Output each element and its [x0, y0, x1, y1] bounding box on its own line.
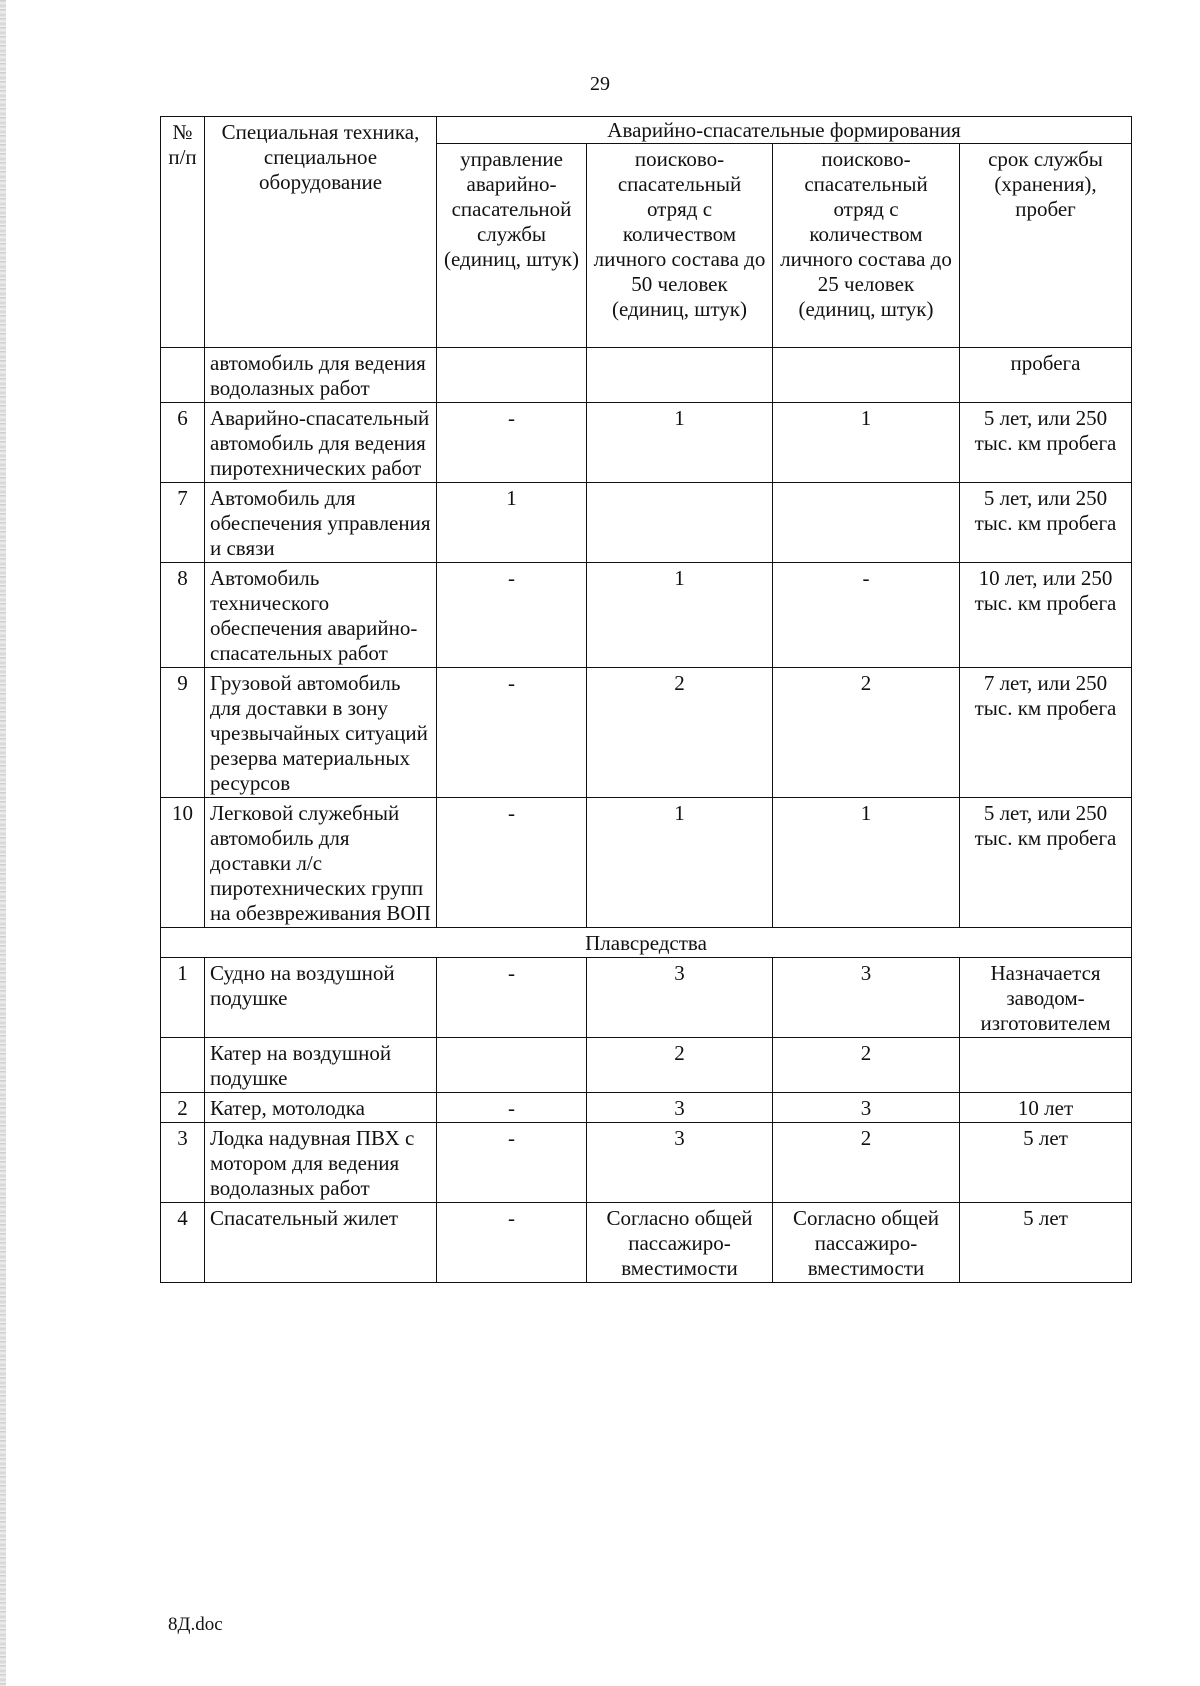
section-row: [161, 928, 1132, 958]
row-num: 3: [161, 1123, 205, 1203]
table-row: [161, 348, 1132, 403]
row-cell-3: [773, 348, 960, 403]
row-cell-4: 7 лет, или 250 тыс. км пробега: [960, 668, 1132, 798]
row-num: [161, 348, 205, 403]
row-cell-3: 1: [773, 403, 960, 483]
row-cell-3: 1: [773, 798, 960, 928]
row-cell-4: 5 лет, или 250 тыс. км пробега: [960, 798, 1132, 928]
row-num: [161, 1038, 205, 1093]
row-num: 9: [161, 668, 205, 798]
table-row: [161, 563, 1132, 668]
table-row: [161, 483, 1132, 563]
file-name-footer: 8Д.doc: [168, 1614, 223, 1635]
row-name: Аварийно-спасательный автомобиль для ведения пиротехнических работ: [205, 403, 437, 483]
row-cell-4: [960, 1038, 1132, 1093]
row-cell-1: -: [437, 1093, 587, 1123]
section-title: Плавсредства: [161, 928, 1132, 958]
row-cell-4: 10 лет, или 250 тыс. км пробега: [960, 563, 1132, 668]
scan-edge: [0, 0, 6, 1686]
row-cell-4: 5 лет: [960, 1123, 1132, 1203]
row-cell-1: [437, 1038, 587, 1093]
row-cell-2: 3: [587, 1123, 773, 1203]
row-name: Грузовой автомобиль для доставки в зону чрезвычайных ситуаций резерва материальных ресурсов: [205, 668, 437, 798]
table-row: [161, 1203, 1132, 1283]
row-name: Катер, мотолодка: [205, 1093, 437, 1123]
row-num: 1: [161, 958, 205, 1038]
table-row: [161, 958, 1132, 1038]
row-cell-1: 1: [437, 483, 587, 563]
header-col-3: поисково-спасательный отряд с количеством личного состава до 25 человек (единиц, штук): [773, 144, 960, 348]
row-cell-2: 1: [587, 403, 773, 483]
row-cell-3: 3: [773, 958, 960, 1038]
row-cell-4: Назначается заводом-изготовителем: [960, 958, 1132, 1038]
row-cell-4: 10 лет: [960, 1093, 1132, 1123]
row-num: 4: [161, 1203, 205, 1283]
row-cell-1: -: [437, 1123, 587, 1203]
row-name: Автомобиль технического обеспечения аварийно-спасательных работ: [205, 563, 437, 668]
header-name: Специальная техника, специальное оборудование: [205, 117, 437, 348]
row-num: 2: [161, 1093, 205, 1123]
row-name: Лодка надувная ПВХ с мотором для ведения водолазных работ: [205, 1123, 437, 1203]
table-row: [161, 668, 1132, 798]
row-cell-2: 1: [587, 798, 773, 928]
row-name: Катер на воздушной подушке: [205, 1038, 437, 1093]
row-num: 10: [161, 798, 205, 928]
header-col-4: срок службы (хранения), пробег: [960, 144, 1132, 348]
row-cell-2: 1: [587, 563, 773, 668]
header-num: № п/п: [161, 117, 205, 348]
row-name: Автомобиль для обеспечения управления и связи: [205, 483, 437, 563]
row-cell-1: -: [437, 563, 587, 668]
row-cell-2: 2: [587, 1038, 773, 1093]
row-num: 8: [161, 563, 205, 668]
row-num: 6: [161, 403, 205, 483]
row-name: Спасательный жилет: [205, 1203, 437, 1283]
row-cell-1: -: [437, 1203, 587, 1283]
row-name: Судно на воздушной подушке: [205, 958, 437, 1038]
table-row: [161, 1038, 1132, 1093]
row-cell-3: 2: [773, 1038, 960, 1093]
row-cell-4: 5 лет, или 250 тыс. км пробега: [960, 403, 1132, 483]
row-cell-1: [437, 348, 587, 403]
equipment-table: [160, 116, 1132, 1283]
row-cell-4: 5 лет, или 250 тыс. км пробега: [960, 483, 1132, 563]
page-number: 29: [590, 73, 610, 95]
row-cell-3: 2: [773, 1123, 960, 1203]
row-name: автомобиль для ведения водолазных работ: [205, 348, 437, 403]
row-cell-2: Согласно общей пассажиро-вместимости: [587, 1203, 773, 1283]
row-cell-2: 3: [587, 958, 773, 1038]
header-col-2: поисково-спасательный отряд с количеством личного состава до 50 человек (единиц, штук): [587, 144, 773, 348]
row-cell-2: [587, 348, 773, 403]
table-body: [161, 348, 1132, 1283]
row-name: Легковой служебный автомобиль для доставки л/с пиротехнических групп на обезвреживания ВОП: [205, 798, 437, 928]
row-cell-3: 2: [773, 668, 960, 798]
row-cell-3: Согласно общей пассажиро-вместимости: [773, 1203, 960, 1283]
table-row: [161, 1093, 1132, 1123]
header-row-top: [161, 117, 1132, 144]
row-cell-2: [587, 483, 773, 563]
row-cell-1: -: [437, 798, 587, 928]
row-cell-1: -: [437, 958, 587, 1038]
row-cell-3: 3: [773, 1093, 960, 1123]
header-group: Аварийно-спасательные формирования: [437, 117, 1132, 144]
row-cell-1: -: [437, 668, 587, 798]
row-cell-3: [773, 483, 960, 563]
row-cell-4: пробега: [960, 348, 1132, 403]
table-row: [161, 798, 1132, 928]
row-cell-3: -: [773, 563, 960, 668]
table-row: [161, 1123, 1132, 1203]
header-col-1: управление аварийно-спасательной службы (единиц, штук): [437, 144, 587, 348]
table-row: [161, 403, 1132, 483]
row-cell-2: 2: [587, 668, 773, 798]
row-cell-4: 5 лет: [960, 1203, 1132, 1283]
row-num: 7: [161, 483, 205, 563]
row-cell-2: 3: [587, 1093, 773, 1123]
row-cell-1: -: [437, 403, 587, 483]
